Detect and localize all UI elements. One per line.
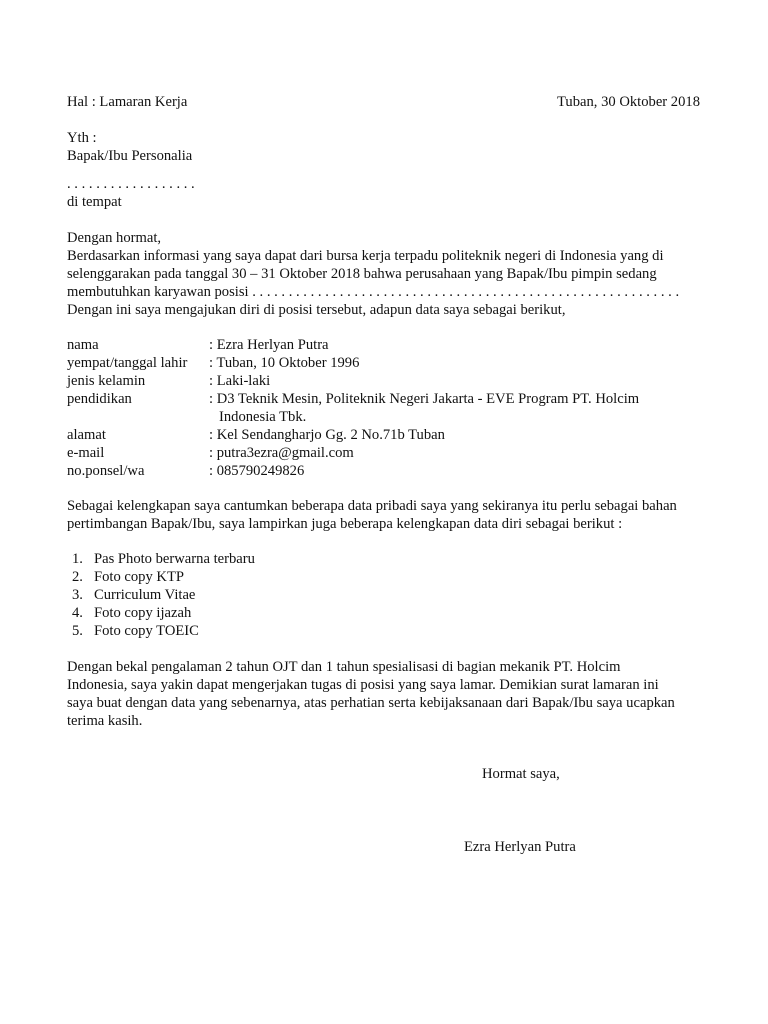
signature-salutation: Hormat saya, (482, 766, 560, 782)
list-item: Foto copy KTP (94, 569, 184, 585)
paragraph-2: Dengan ini saya mengajukan diri di posisi tersebut, adapun data saya sebagai berikut, (67, 302, 566, 318)
data-label-education: pendidikan (67, 391, 132, 407)
list-item-number: 1. (72, 551, 83, 567)
attachments-intro-line-2: pertimbangan Bapak/Ibu, saya lampirkan juga beberapa kelengkapan data diri sebagai berikut : (67, 516, 623, 532)
closing-line-2: Indonesia, saya yakin dapat mengerjakan tugas di posisi yang saya lamar. Demikian surat lamaran ini (67, 677, 659, 693)
signature-name: Ezra Herlyan Putra (464, 839, 576, 855)
data-value-education-cont: Indonesia Tbk. (219, 409, 307, 425)
data-label-email: e-mail (67, 445, 105, 461)
list-item: Pas Photo berwarna terbaru (94, 551, 255, 567)
data-value-phone: : 085790249826 (209, 463, 305, 479)
list-item: Foto copy ijazah (94, 605, 192, 621)
list-item-number: 3. (72, 587, 83, 603)
subject-line: Hal : Lamaran Kerja (67, 94, 188, 110)
data-value-email: : putra3ezra@gmail.com (209, 445, 354, 461)
data-label-address: alamat (67, 427, 106, 443)
data-label-nama: nama (67, 337, 99, 353)
list-item: Curriculum Vitae (94, 587, 196, 603)
data-value-birth: : Tuban, 10 Oktober 1996 (209, 355, 360, 371)
attachments-intro-line-1: Sebagai kelengkapan saya cantumkan beberapa data pribadi saya yang sekiranya itu perlu sebagai bahan (67, 498, 677, 514)
list-item-number: 5. (72, 623, 83, 639)
recipient-name: Bapak/Ibu Personalia (67, 148, 193, 164)
recipient-place: di tempat (67, 194, 122, 210)
paragraph-1-line-3: membutuhkan karyawan posisi . . . . . . . . . . . . . . . . . . . . . . . . . . . . . . . . . . . . . . . . . . . . . . . . . . . . . . . . . . . (67, 284, 680, 300)
closing-line-4: terima kasih. (67, 713, 143, 729)
data-value-education: : D3 Teknik Mesin, Politeknik Negeri Jakarta - EVE Program PT. Holcim (209, 391, 640, 407)
place-date: Tuban, 30 Oktober 2018 (557, 94, 700, 110)
list-item-number: 4. (72, 605, 83, 621)
data-label-gender: jenis kelamin (67, 373, 146, 389)
paragraph-1-line-2: selenggarakan pada tanggal 30 – 31 Oktober 2018 bahwa perusahaan yang Bapak/Ibu pimpin sedang (67, 266, 657, 282)
closing-line-3: saya buat dengan data yang sebenarnya, atas perhatian serta kebijaksanaan dari Bapak/Ibu saya ucapkan (67, 695, 675, 711)
list-item: Foto copy TOEIC (94, 623, 199, 639)
data-label-phone: no.ponsel/wa (67, 463, 145, 479)
paragraph-1-line-1: Berdasarkan informasi yang saya dapat dari bursa kerja terpadu politeknik negeri di Indonesia yang di (67, 248, 664, 264)
closing-line-1: Dengan bekal pengalaman 2 tahun OJT dan 1 tahun spesialisasi di bagian mekanik PT. Holcim (67, 659, 621, 675)
greeting: Dengan hormat, (67, 230, 162, 246)
data-value-nama: : Ezra Herlyan Putra (209, 337, 329, 353)
list-item-number: 2. (72, 569, 83, 585)
recipient-dots: . . . . . . . . . . . . . . . . . . (67, 176, 195, 192)
data-value-address: : Kel Sendangharjo Gg. 2 No.71b Tuban (209, 427, 445, 443)
recipient-yth: Yth : (67, 130, 97, 146)
data-value-gender: : Laki-laki (209, 373, 271, 389)
data-label-birth: yempat/tanggal lahir (67, 355, 188, 371)
